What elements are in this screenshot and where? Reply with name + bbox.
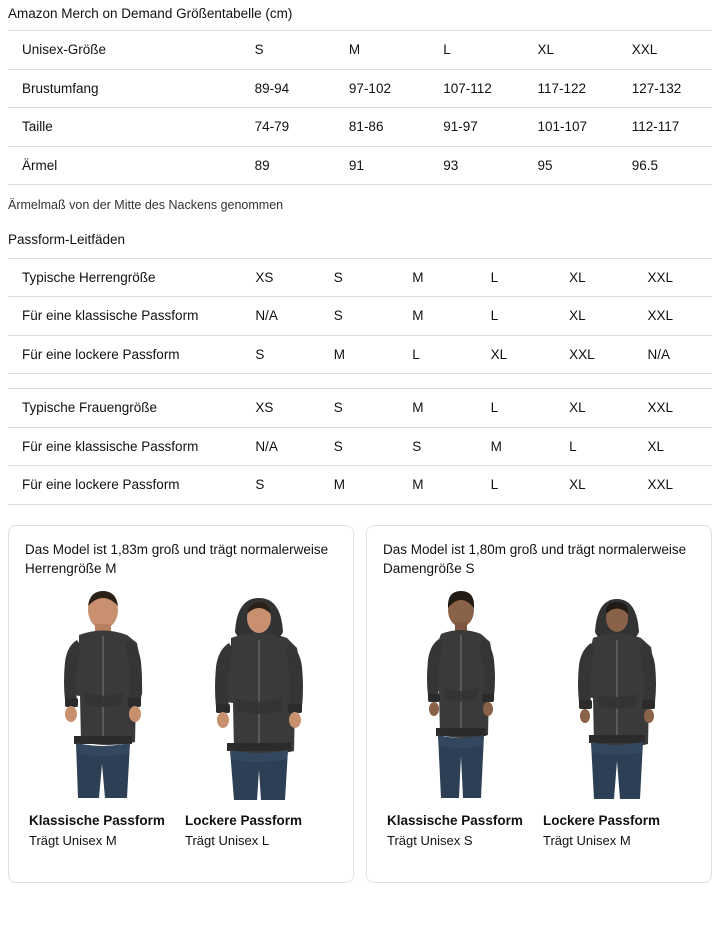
cell: 117-122: [523, 69, 617, 108]
cell: 96.5: [618, 146, 712, 185]
cell: S: [320, 297, 398, 336]
table-row: [8, 427, 712, 466]
cell: Unisex-Größe: [8, 31, 241, 70]
model-caption: Das Model ist 1,83m groß und trägt normalerweise Herrengröße M: [25, 541, 329, 577]
cell: 91-97: [429, 108, 523, 147]
cell: 81-86: [335, 108, 429, 147]
cell: 112-117: [618, 108, 712, 147]
cell: S: [241, 335, 319, 374]
cell: L: [477, 389, 555, 428]
model-figures: [25, 588, 337, 806]
fit-guides-label: Passform-Leitfäden: [8, 231, 126, 247]
cell: S: [320, 427, 398, 466]
cell: XL: [634, 427, 713, 466]
cell: L: [477, 258, 555, 297]
table-row: [8, 258, 712, 297]
cell: 97-102: [335, 69, 429, 108]
fit-title: Klassische Passform: [387, 812, 523, 828]
cell: XS: [241, 389, 319, 428]
cell: M: [398, 297, 476, 336]
cell: XL: [555, 297, 633, 336]
fit-labels: [383, 812, 695, 850]
cell: XXL: [634, 297, 713, 336]
cell: S: [320, 389, 398, 428]
unisex-size-table: [8, 30, 712, 185]
cell: XL: [555, 389, 633, 428]
model-figure-male-classic: [39, 588, 167, 806]
cell: L: [477, 297, 555, 336]
cell: M: [320, 335, 398, 374]
model-figure-female-relaxed: [553, 588, 681, 806]
table-spacer: [8, 374, 712, 388]
model-figures: [383, 588, 695, 806]
table-row: [8, 108, 712, 147]
cell: Typische Herrengröße: [8, 258, 241, 297]
fit-title: Klassische Passform: [29, 812, 165, 828]
cell: 107-112: [429, 69, 523, 108]
cell: Für eine klassische Passform: [8, 297, 241, 336]
cell: XL: [477, 335, 555, 374]
cell: 95: [523, 146, 617, 185]
fit-subtitle: Trägt Unisex S: [387, 832, 473, 848]
table-row: [8, 389, 712, 428]
mens-fit-table: [8, 258, 712, 375]
cell: S: [398, 427, 476, 466]
fit-subtitle: Trägt Unisex M: [543, 832, 631, 848]
cell: 89-94: [241, 69, 335, 108]
cell: Brustumfang: [8, 69, 241, 108]
cell: Ärmel: [8, 146, 241, 185]
cell: Taille: [8, 108, 241, 147]
cell: XL: [523, 31, 617, 70]
fit-column: [383, 812, 539, 850]
model-figure-male-relaxed: [195, 588, 323, 806]
model-caption: Das Model ist 1,80m groß und trägt normalerweise Damengröße S: [383, 541, 687, 577]
cell: N/A: [241, 427, 319, 466]
cell: XXL: [634, 466, 713, 505]
cell: S: [241, 31, 335, 70]
cell: N/A: [634, 335, 713, 374]
table-row: [8, 466, 712, 505]
model-card-female: [366, 525, 712, 883]
cell: 127-132: [618, 69, 712, 108]
model-figure-female-classic: [397, 588, 525, 806]
cell: Typische Frauengröße: [8, 389, 241, 428]
fit-column: [181, 812, 337, 850]
cell: M: [398, 466, 476, 505]
cell: 93: [429, 146, 523, 185]
cell: N/A: [241, 297, 319, 336]
cell: S: [320, 258, 398, 297]
cell: XS: [241, 258, 319, 297]
womens-fit-table: [8, 388, 712, 505]
cell: XL: [555, 258, 633, 297]
cell: 89: [241, 146, 335, 185]
cell: XXL: [634, 258, 713, 297]
table-row: [8, 69, 712, 108]
model-cards: [8, 525, 712, 883]
model-card-male: [8, 525, 354, 883]
cell: M: [398, 389, 476, 428]
cell: 74-79: [241, 108, 335, 147]
cell: M: [320, 466, 398, 505]
fit-column: [539, 812, 695, 850]
fit-subtitle: Trägt Unisex L: [185, 832, 270, 848]
fit-column: [25, 812, 181, 850]
cell: L: [398, 335, 476, 374]
cell: XL: [555, 466, 633, 505]
fit-title: Lockere Passform: [185, 812, 303, 828]
cell: Für eine lockere Passform: [8, 466, 241, 505]
table-row: [8, 146, 712, 185]
cell: L: [429, 31, 523, 70]
cell: 101-107: [523, 108, 617, 147]
page-title: Amazon Merch on Demand Größentabelle (cm): [8, 6, 293, 21]
cell: M: [477, 427, 555, 466]
table-row: [8, 297, 712, 336]
cell: Für eine lockere Passform: [8, 335, 241, 374]
fit-labels: [25, 812, 337, 850]
cell: 91: [335, 146, 429, 185]
sleeve-measurement-note: Ärmelmaß von der Mitte des Nackens genommen: [8, 198, 284, 213]
cell: XXL: [634, 389, 713, 428]
cell: XXL: [618, 31, 712, 70]
table-row-header: [8, 31, 712, 70]
fit-subtitle: Trägt Unisex M: [29, 832, 117, 848]
cell: L: [477, 466, 555, 505]
fit-title: Lockere Passform: [543, 812, 661, 828]
cell: S: [241, 466, 319, 505]
table-row: [8, 335, 712, 374]
cell: L: [555, 427, 633, 466]
cell: M: [398, 258, 476, 297]
cell: M: [335, 31, 429, 70]
cell: XXL: [555, 335, 633, 374]
cell: Für eine klassische Passform: [8, 427, 241, 466]
